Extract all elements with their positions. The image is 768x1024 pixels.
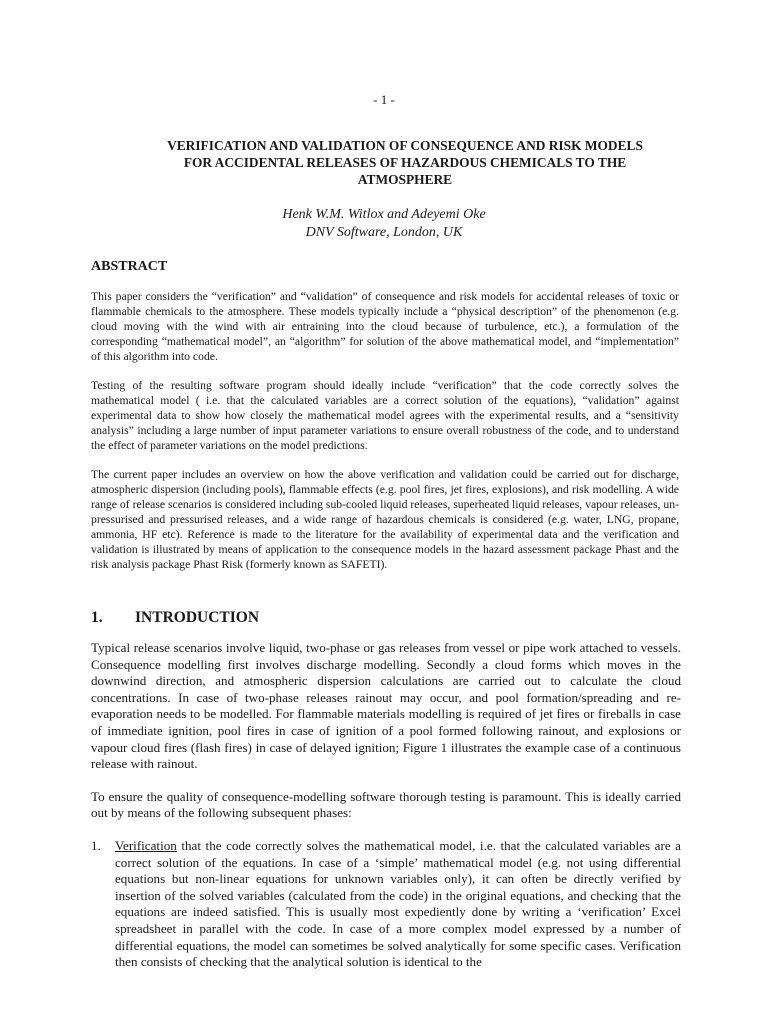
author-affiliation: DNV Software, London, UK bbox=[305, 225, 463, 240]
list-item bbox=[91, 838, 681, 971]
paper-title bbox=[100, 137, 710, 188]
section-heading-introduction bbox=[91, 609, 259, 627]
author-names: Henk W.M. Witlox and Adeyemi Oke bbox=[282, 207, 486, 222]
intro-paragraph: To ensure the quality of consequence-modelling software thorough testing is paramount. This is ideally carried out by means of the following subsequent phases: bbox=[91, 788, 681, 821]
abstract-paragraph: The current paper includes an overview on how the above verification and validation could be carried out for discharge, atmospheric dispersion (including pools), flammable effects (e.g. pool fires, jet fires, explosions), and risk modelling. A wide range of release scenarios is considered including sub-cooled liquid releases, superheated liquid releases, vapour releases, un-pressurised and pressurised releases, and a wide range of hazardous chemicals is considered (e.g. water, LNG, propane, ammonia, HF etc). Reference is made to the literature for the availability of experimental data and the verification and validation is illustrated by means of application to the consequence models in the hazard assessment package Phast and the risk analysis package Phast Risk (formerly known as SAFETI). bbox=[91, 468, 679, 571]
introduction-body bbox=[91, 640, 681, 971]
abstract-heading: ABSTRACT bbox=[91, 259, 168, 274]
list-term: Verification bbox=[115, 837, 177, 853]
author-block bbox=[0, 206, 768, 242]
abstract-paragraph: Testing of the resulting software program should ideally include “verification” that the code correctly solves the mathematical model ( i.e. that the calculated variables are a correct solution of the equations), “validation” against experimental data to show how closely the mathematical model agrees with the experimental results, and a “sensitivity analysis” including a large number of input parameter variations to ensure overall robustness of the code, and to understand the effect of parameter variations on the model predictions. bbox=[91, 379, 679, 452]
page-number: - 1 - bbox=[373, 92, 395, 107]
section-number: 1. bbox=[91, 609, 103, 626]
abstract-body bbox=[91, 289, 679, 586]
abstract-paragraph: This paper considers the “verification” and “validation” of consequence and risk models for accidental releases of toxic or flammable chemicals to the atmosphere. These models typically include a “physical description” of the phenomenon (e.g. cloud moving with the wind with air entraining into the cloud because of turbulence, etc.), a formulation of the corresponding “mathematical model”, an “algorithm” for solution of the above mathematical model, and “implementation” of this algorithm into code. bbox=[91, 290, 679, 363]
title-line-1: VERIFICATION AND VALIDATION OF CONSEQUENCE AND RISK MODELS bbox=[167, 138, 643, 153]
intro-paragraph: Typical release scenarios involve liquid, two-phase or gas releases from vessel or pipe work attached to vessels. Consequence modelling first involves discharge modelling. Secondly a cloud forms which moves in the downwind direction, and atmospheric dispersion calculations are carried out to calculate the cloud concentrations. In case of two-phase releases rainout may occur, and pool formation/spreading and re-evaporation needs to be modelled. For flammable materials modelling is required of jet fires or fireballs in case of immediate ignition, pool fires in case of ignition of a pool formed following rainout, and explosions or vapour cloud fires (flash fires) in case of delayed ignition; Figure 1 illustrates the example case of a continuous release with rainout. bbox=[91, 640, 681, 772]
list-marker: 1. bbox=[91, 837, 101, 853]
section-title: INTRODUCTION bbox=[135, 609, 260, 626]
list-text: that the code correctly solves the mathematical model, i.e. that the calculated variables are a correct solution of the equations. In case of a ‘simple’ mathematical model (e.g. not using differential equations but non-linear equations for unknown variables only), it can often be directly verified by insertion of the solved variables (calculated from the code) in the original equations, and checking that the equations are indeed satisfied. This is usually most expediently done by writing a ‘verification’ Excel spreadsheet in parallel with the code. In case of a more complex model expressed by a number of differential equations, the model can sometimes be solved analytically for some specific cases. Verification then consists of checking that the analytical solution is identical to the bbox=[115, 837, 681, 970]
title-line-3: ATMOSPHERE bbox=[357, 172, 453, 187]
title-line-2: FOR ACCIDENTAL RELEASES OF HAZARDOUS CHEMICALS TO THE bbox=[183, 155, 627, 170]
phase-list bbox=[91, 838, 681, 971]
